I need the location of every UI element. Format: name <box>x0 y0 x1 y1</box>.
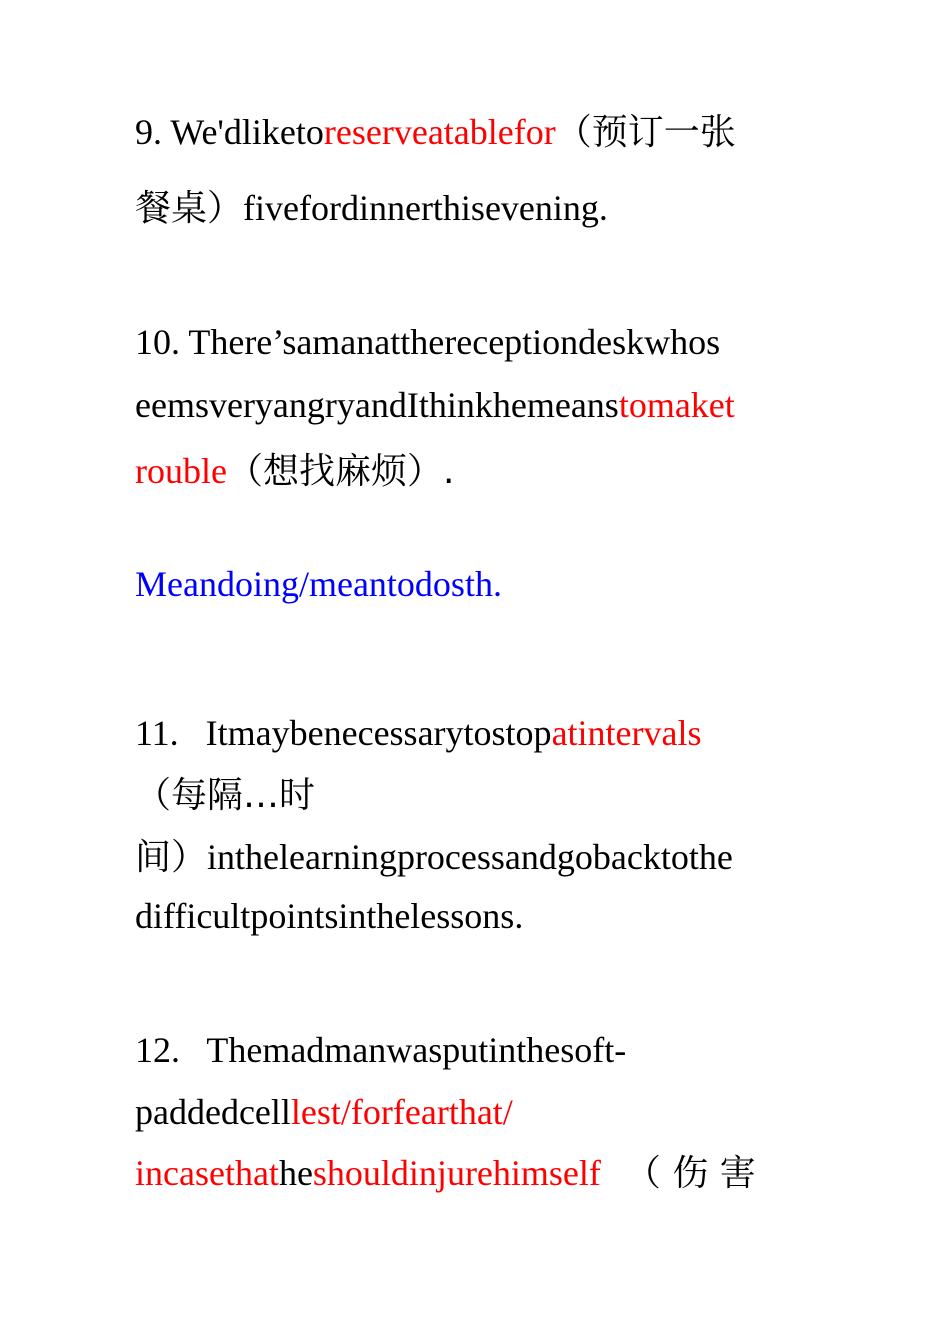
item-number-text: 11. Itmaybenecessarytostop <box>135 713 552 753</box>
item-12-line-2 <box>135 1092 513 1132</box>
sentence-text: difficultpointsinthelessons. <box>135 896 524 936</box>
highlighted-phrase: lest/forfearthat/ <box>290 1092 513 1132</box>
sentence-text: eemsveryangryandIthinkhemeans <box>135 385 619 425</box>
item-12-line-1 <box>135 1030 626 1070</box>
item-10-line-1 <box>135 322 720 362</box>
sentence-text: he <box>278 1153 313 1193</box>
sentence-text: samanatthereceptiondeskwhos <box>282 322 721 362</box>
sentence-text: paddedcell <box>135 1092 291 1132</box>
item-11-line-1 <box>135 713 702 753</box>
highlighted-phrase: incasethat <box>135 1153 279 1193</box>
highlighted-phrase: tomaket <box>618 385 735 425</box>
highlighted-phrase: reserveatablefor <box>323 112 556 152</box>
chinese-gloss: 餐桌） <box>135 188 244 229</box>
highlighted-phrase: atintervals <box>551 713 702 753</box>
item-10-line-3 <box>135 451 454 492</box>
item-10-line-2 <box>135 385 735 425</box>
chinese-gloss: （每隔…时 <box>135 775 316 816</box>
item-12-line-3 <box>135 1153 756 1194</box>
item-11-line-3 <box>135 837 733 878</box>
item-11-line-4 <box>135 896 523 936</box>
chinese-gloss: （想找麻烦）. <box>226 451 455 492</box>
item-10-note: Meandoing/meantodosth. <box>135 564 502 604</box>
item-number-text: 10. There <box>135 322 273 362</box>
sentence-text: fivefordinnerthisevening. <box>243 188 608 228</box>
chinese-gloss: 间） <box>135 837 208 878</box>
apostrophe: ’ <box>272 322 283 362</box>
chinese-gloss: （ 伤 害 <box>624 1153 756 1194</box>
highlighted-phrase: shouldinjurehimself <box>312 1153 601 1193</box>
highlighted-phrase: rouble <box>135 451 227 491</box>
item-number-text: 9. We'dliketo <box>135 112 324 152</box>
item-9-line-1 <box>135 112 736 153</box>
item-11-line-2 <box>135 775 315 816</box>
item-number-text: 12. Themadmanwasputinthesoft- <box>135 1030 627 1070</box>
chinese-gloss: （预订一张 <box>555 112 736 153</box>
item-9-line-2 <box>135 188 608 229</box>
sentence-text: inthelearningprocessandgobacktothe <box>207 837 733 877</box>
